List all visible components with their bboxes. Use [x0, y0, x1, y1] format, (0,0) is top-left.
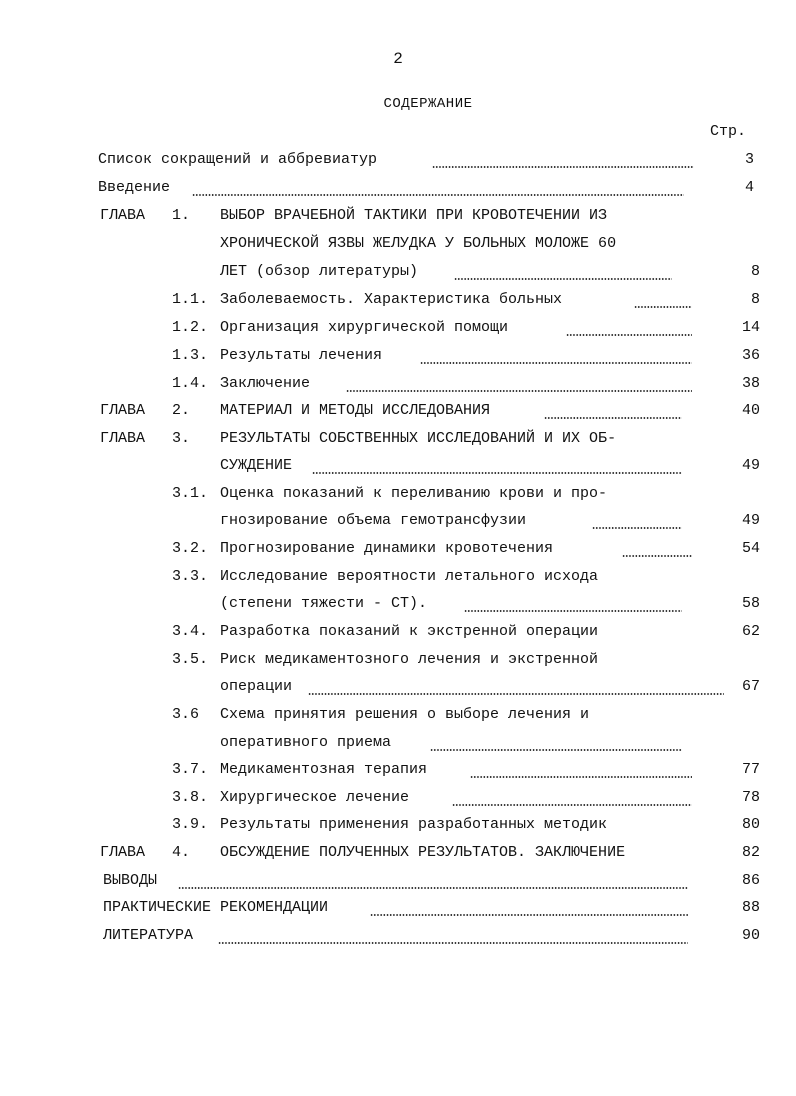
chapter-number: 3.: [172, 430, 191, 447]
toc-entry-text: ВЫВОДЫ: [103, 872, 158, 889]
leader-dots: [308, 693, 724, 695]
toc-entry-page: 86: [741, 872, 760, 889]
toc-entry-page: 8: [750, 291, 760, 308]
chapter-number: 1.: [172, 207, 191, 224]
section-number: 3.7.: [172, 761, 209, 778]
chapter-number: 2.: [172, 402, 191, 419]
toc-entry-page: 78: [741, 789, 760, 806]
leader-dots: [454, 278, 672, 280]
leader-dots: [464, 610, 682, 612]
toc-entry-page: 49: [741, 457, 760, 474]
toc-entry-text: Результаты лечения: [220, 347, 383, 364]
chapter-label: ГЛАВА: [100, 844, 146, 861]
chapter-label: ГЛАВА: [100, 207, 146, 224]
toc-entry-page: 3: [744, 151, 754, 168]
toc-entry-text: ХРОНИЧЕСКОЙ ЯЗВЫ ЖЕЛУДКА У БОЛЬНЫХ МОЛОЖЕ 60: [220, 235, 617, 252]
toc-entry-text: Список сокращений и аббревиатур: [98, 151, 378, 168]
chapter-label: ГЛАВА: [100, 430, 146, 447]
toc-entry-page: 14: [741, 319, 760, 336]
section-number: 1.1.: [172, 291, 209, 308]
leader-dots: [218, 942, 688, 944]
toc-entry-page: 88: [741, 899, 760, 916]
toc-entry-page: 67: [741, 678, 760, 695]
toc-entry-text: Оценка показаний к переливанию крови и про-: [220, 485, 608, 502]
leader-dots: [544, 417, 682, 419]
leader-dots: [178, 887, 688, 889]
toc-entry-page: 8: [750, 263, 760, 280]
toc-entry-text: оперативного приема: [220, 734, 392, 751]
toc-entry-page: 62: [741, 623, 760, 640]
section-number: 3.1.: [172, 485, 209, 502]
toc-entry-text: гнозирование объема гемотрансфузии: [220, 512, 527, 529]
toc-entry-text: Заболеваемость. Характеристика больных: [220, 291, 563, 308]
toc-entry-text: операции: [220, 678, 293, 695]
toc-entry-text: Риск медикаментозного лечения и экстренной: [220, 651, 599, 668]
toc-entry-text: ПРАКТИЧЕСКИЕ РЕКОМЕНДАЦИИ: [103, 899, 329, 916]
leader-dots: [192, 194, 684, 196]
leader-dots: [634, 306, 692, 308]
toc-entry-text: ОБСУЖДЕНИЕ ПОЛУЧЕННЫХ РЕЗУЛЬТАТОВ. ЗАКЛЮЧЕНИЕ: [220, 844, 626, 861]
toc-entry-text: Хирургическое лечение: [220, 789, 410, 806]
toc-entry-page: 90: [741, 927, 760, 944]
section-number: 3.8.: [172, 789, 209, 806]
toc-entry-page: 4: [744, 179, 754, 196]
toc-entry-text: Результаты применения разработанных методик: [220, 816, 608, 833]
toc-entry-text: Исследование вероятности летального исхода: [220, 568, 599, 585]
chapter-label: ГЛАВА: [100, 402, 146, 419]
leader-dots: [592, 527, 682, 529]
toc-entry-text: Схема принятия решения о выборе лечения и: [220, 706, 590, 723]
toc-entry-text: Организация хирургической помощи: [220, 319, 509, 336]
toc-entry-text: ЛЕТ (обзор литературы): [220, 263, 419, 280]
leader-dots: [622, 555, 692, 557]
toc-title: СОДЕРЖАНИЕ: [383, 96, 473, 112]
toc-entry-text: Введение: [98, 179, 171, 196]
leader-dots: [566, 334, 692, 336]
section-number: 3.3.: [172, 568, 209, 585]
page-column-header: Стр.: [710, 123, 747, 140]
toc-entry-text: Заключение: [220, 375, 311, 392]
leader-dots: [420, 362, 692, 364]
toc-entry-page: 77: [741, 761, 760, 778]
section-number: 3.6: [172, 706, 200, 723]
leader-dots: [370, 914, 688, 916]
page-number: 2: [393, 50, 403, 68]
leader-dots: [430, 749, 682, 751]
toc-entry-text: Прогнозирование динамики кровотечения: [220, 540, 554, 557]
section-number: 3.5.: [172, 651, 209, 668]
chapter-number: 4.: [172, 844, 191, 861]
toc-entry-page: 49: [741, 512, 760, 529]
toc-entry-text: РЕЗУЛЬТАТЫ СОБСТВЕННЫХ ИССЛЕДОВАНИЙ И ИХ ОБ-: [220, 430, 617, 447]
section-number: 3.4.: [172, 623, 209, 640]
toc-entry-page: 36: [741, 347, 760, 364]
section-number: 1.4.: [172, 375, 209, 392]
leader-dots: [470, 776, 692, 778]
toc-entry-text: Разработка показаний к экстренной операции: [220, 623, 599, 640]
toc-entry-page: 58: [741, 595, 760, 612]
toc-entry-page: 80: [741, 816, 760, 833]
section-number: 1.2.: [172, 319, 209, 336]
toc-entry-page: 54: [741, 540, 760, 557]
section-number: 3.9.: [172, 816, 209, 833]
toc-entry-text: МАТЕРИАЛ И МЕТОДЫ ИССЛЕДОВАНИЯ: [220, 402, 491, 419]
toc-entry-page: 38: [741, 375, 760, 392]
toc-entry-page: 40: [741, 402, 760, 419]
leader-dots: [432, 166, 694, 168]
toc-entry-text: СУЖДЕНИЕ: [220, 457, 293, 474]
leader-dots: [312, 472, 682, 474]
section-number: 3.2.: [172, 540, 209, 557]
toc-entry-text: (степени тяжести - СТ).: [220, 595, 428, 612]
leader-dots: [452, 804, 692, 806]
toc-entry-text: ВЫБОР ВРАЧЕБНОЙ ТАКТИКИ ПРИ КРОВОТЕЧЕНИИ ИЗ: [220, 207, 608, 224]
leader-dots: [346, 390, 692, 392]
section-number: 1.3.: [172, 347, 209, 364]
toc-entry-page: 82: [741, 844, 760, 861]
toc-entry-text: ЛИТЕРАТУРА: [103, 927, 194, 944]
toc-entry-text: Медикаментозная терапия: [220, 761, 428, 778]
